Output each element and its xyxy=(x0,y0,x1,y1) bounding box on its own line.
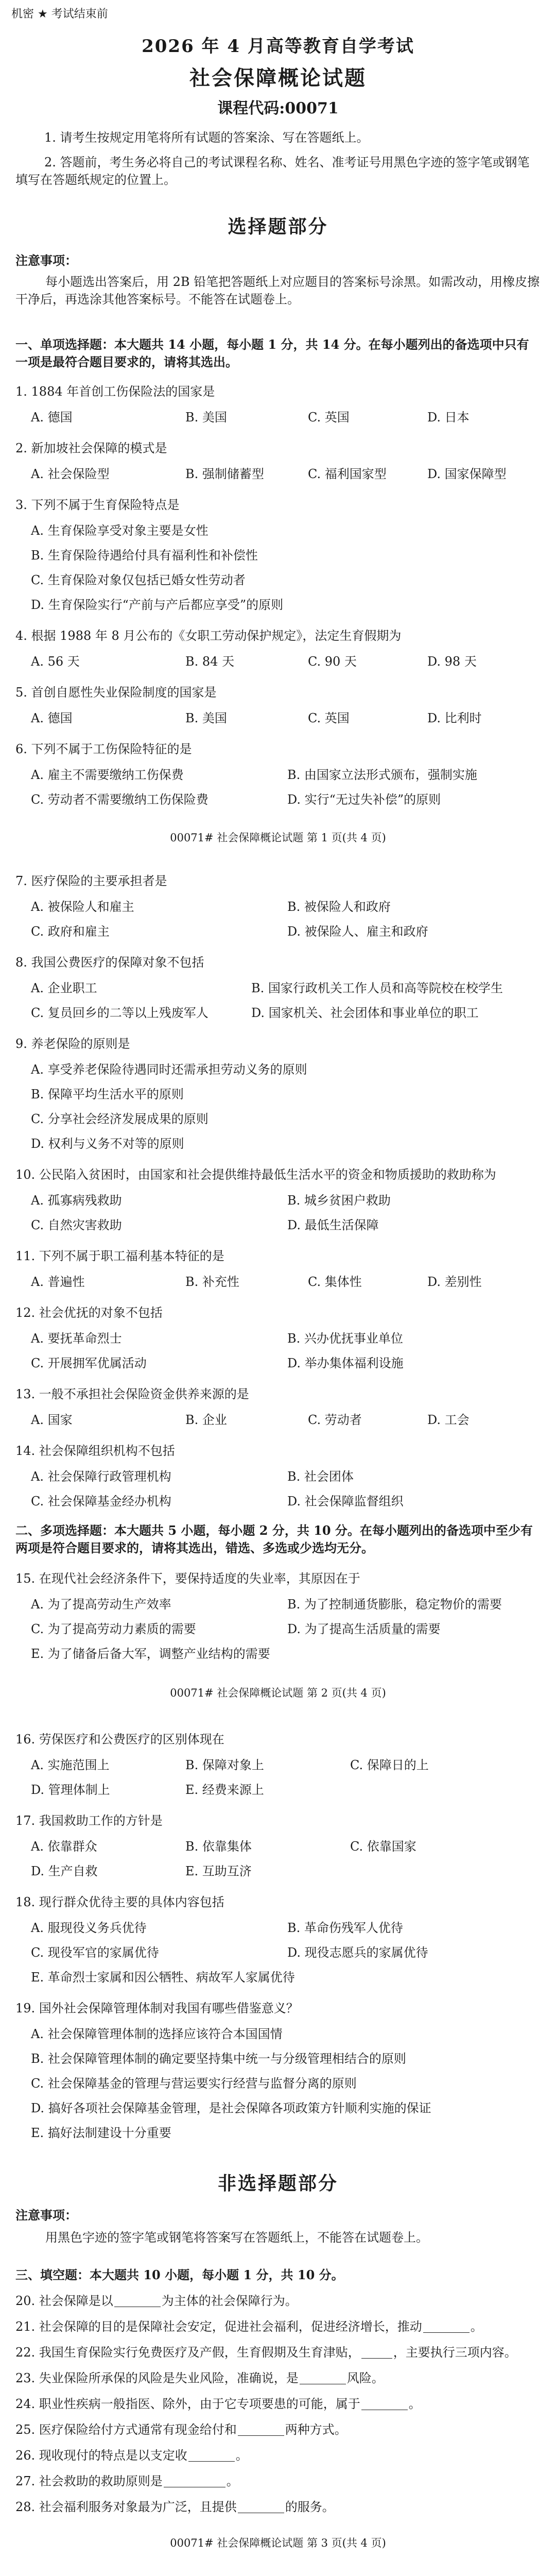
page-footer: 00071# 社会保障概论试题 第 3 页(共 4 页) xyxy=(170,2537,386,2549)
option: C. 英国 xyxy=(308,410,350,425)
course-code: 课程代码:00071 xyxy=(217,99,339,117)
option: C. 复员回乡的二等以上残废军人 xyxy=(31,1006,208,1020)
option: B. 美国 xyxy=(185,410,227,425)
option: C. 自然灾害救助 xyxy=(31,1218,122,1232)
option: D. 实行“无过失补偿”的原则 xyxy=(287,792,441,807)
option: A. 享受养老保险待遇同时还需承担劳动义务的原则 xyxy=(31,1062,307,1077)
question-stem: 6. 下列不属于工伤保险特征的是 xyxy=(15,742,192,756)
option: B. 依靠集体 xyxy=(185,1839,252,1854)
answer-blank xyxy=(361,2397,408,2410)
option: B. 保障对象上 xyxy=(185,1758,264,1772)
option: D. 搞好各项社会保障基金管理，是社会保障各项政策方针顺利实施的保证 xyxy=(31,2101,431,2115)
option: C. 现役军官的家属优待 xyxy=(31,1945,159,1960)
question-stem: 3. 下列不属于生育保险特点是 xyxy=(15,498,180,512)
answer-blank xyxy=(114,2294,161,2307)
option: D. 管理体制上 xyxy=(31,1783,110,1797)
page-footer: 00071# 社会保障概论试题 第 1 页(共 4 页) xyxy=(170,832,386,844)
question-stem: 8. 我国公费医疗的保障对象不包括 xyxy=(15,955,204,970)
question-stem: 4. 根据 1988 年 8 月公布的《女职工劳动保护规定》，法定生育假期为 xyxy=(15,629,402,643)
question-stem: 17. 我国救助工作的方针是 xyxy=(15,1814,163,1828)
option: B. 保障平均生活水平的原则 xyxy=(31,1087,184,1101)
option: C. 集体性 xyxy=(308,1275,362,1289)
option: A. 56 天 xyxy=(31,654,80,669)
fill-question: 22. 我国生育保险实行免费医疗及产假，生育假期及生育津贴， ，主要执行三项内容。 xyxy=(15,2345,517,2360)
option: A. 被保险人和雇主 xyxy=(31,900,134,914)
question-stem: 18. 现行群众优待主要的具体内容包括 xyxy=(15,1895,224,1909)
option: E. 搞好法制建设十分重要 xyxy=(31,2126,171,2140)
option: A. 要抚革命烈士 xyxy=(31,1331,122,1346)
option: C. 社会保障基金的管理与营运要实行经营与监督分离的原则 xyxy=(31,2076,357,2091)
question-stem: 14. 社会保障组织机构不包括 xyxy=(15,1444,175,1458)
question-stem: 15. 在现代社会经济条件下，要保持适度的失业率，其原因在于 xyxy=(15,1571,360,1586)
option: A. 依靠群众 xyxy=(31,1839,97,1854)
part2-notice-text: 用黑色字迹的签字笔或钢笔将答案写在答题纸上，不能答在试题卷上。 xyxy=(45,2230,428,2245)
instruction-1: 1. 请考生按规定用笔将所有试题的答案涂、写在答题纸上。 xyxy=(44,130,369,145)
fill-question: 24. 职业性疾病一般指医、除外，由于它专项要患的可能，属于 。 xyxy=(15,2397,421,2411)
question-stem: 9. 养老保险的原则是 xyxy=(15,1037,130,1051)
option: C. 劳动者不需要缴纳工伤保险费 xyxy=(31,792,208,807)
option: B. 社会保障管理体制的确定要坚持集中统一与分级管理相结合的原则 xyxy=(31,2052,406,2066)
question-stem: 10. 公民陷入贫困时，由国家和社会提供维持最低生活水平的资金和物质援助的救助称为 xyxy=(15,1167,496,1182)
question-stem: 12. 社会优抚的对象不包括 xyxy=(15,1306,163,1320)
fill-question: 27. 社会救助的救助原则是 。 xyxy=(15,2474,239,2488)
option: D. 权利与义务不对等的原则 xyxy=(31,1137,184,1151)
option: C. 政府和雇主 xyxy=(31,924,110,939)
option: D. 最低生活保障 xyxy=(287,1218,379,1232)
part2-title: 非选择题部分 xyxy=(217,2173,338,2194)
option: D. 比利时 xyxy=(427,711,482,725)
option: D. 日本 xyxy=(427,410,470,425)
section2-header: 二、多项选择题：本大题共 5 小题，每小题 2 分，共 10 分。在每小题列出的备选项中至少有两项是符合题目要求的，请将其选出，错选、多选或少选均无分。 xyxy=(15,1523,533,1555)
option: B. 强制储蓄型 xyxy=(185,467,264,481)
answer-blank xyxy=(300,2371,346,2384)
option: D. 被保险人、雇主和政府 xyxy=(287,924,428,939)
option: D. 98 天 xyxy=(427,654,477,669)
option: D. 差别性 xyxy=(427,1275,482,1289)
fill-question: 26. 现收现付的特点是以支定收 。 xyxy=(15,2448,248,2463)
option: E. 为了储备后备大军，调整产业结构的需要 xyxy=(31,1647,270,1661)
option: B. 革命伤残军人优待 xyxy=(287,1921,403,1935)
option: B. 为了控制通货膨胀，稳定物价的需要 xyxy=(287,1597,502,1612)
option: C. 90 天 xyxy=(308,654,357,669)
option: D. 举办集体福利设施 xyxy=(287,1356,404,1370)
option: C. 开展拥军优属活动 xyxy=(31,1356,147,1370)
option: A. 服现役义务兵优待 xyxy=(31,1921,147,1935)
option: D. 社会保障监督组织 xyxy=(287,1494,404,1509)
option: A. 德国 xyxy=(31,410,73,425)
section3-header: 三、填空题：本大题共 10 小题，每小题 1 分，共 10 分。 xyxy=(15,2267,344,2282)
option: B. 企业 xyxy=(185,1413,227,1427)
question-stem: 1. 1884 年首创工伤保险法的国家是 xyxy=(15,384,215,399)
option: C. 劳动者 xyxy=(308,1413,362,1427)
fill-question: 28. 社会福利服务对象最为广泛，且提供 的服务。 xyxy=(15,2500,335,2514)
option: B. 被保险人和政府 xyxy=(287,900,391,914)
option: C. 英国 xyxy=(308,711,350,725)
option: A. 企业职工 xyxy=(31,981,97,995)
fill-question: 25. 医疗保险给付方式通常有现金给付和 两种方式。 xyxy=(15,2422,347,2437)
option: B. 美国 xyxy=(185,711,227,725)
option: C. 保障日的上 xyxy=(350,1758,429,1772)
option: D. 国家保障型 xyxy=(427,467,507,481)
option: C. 生育保险对象仅包括已婚女性劳动者 xyxy=(31,573,246,587)
answer-blank xyxy=(238,2423,284,2436)
question-stem: 2. 新加坡社会保障的模式是 xyxy=(15,441,167,455)
option: B. 生育保险待遇给付具有福利性和补偿性 xyxy=(31,548,258,563)
question-stem: 7. 医疗保险的主要承担者是 xyxy=(15,874,167,888)
option: A. 实施范围上 xyxy=(31,1758,110,1772)
part2-notice-label: 注意事项： xyxy=(15,2208,77,2223)
option: A. 生育保险享受对象主要是女性 xyxy=(31,523,208,538)
option: D. 生育保险实行“产前与产后都应享受”的原则 xyxy=(31,598,284,612)
question-stem: 19. 国外社会保障管理体制对我国有哪些借鉴意义？ xyxy=(15,2001,299,2015)
question-stem: 11. 下列不属于职工福利基本特征的是 xyxy=(15,1249,224,1263)
confidential-label: 机密 ★ 考试结束前 xyxy=(11,8,108,21)
option: A. 国家 xyxy=(31,1413,73,1427)
question-stem: 16. 劳保医疗和公费医疗的区别体现在 xyxy=(15,1732,224,1747)
option: C. 社会保障基金经办机构 xyxy=(31,1494,171,1509)
question-stem: 5. 首创自愿性失业保险制度的国家是 xyxy=(15,685,217,700)
option: A. 孤寡病残救助 xyxy=(31,1193,122,1208)
option: C. 福利国家型 xyxy=(308,467,387,481)
page-footer: 00071# 社会保障概论试题 第 2 页(共 4 页) xyxy=(170,1687,386,1699)
option: C. 为了提高劳动力素质的需要 xyxy=(31,1622,196,1636)
question-stem: 13. 一般不承担社会保险资金供养来源的是 xyxy=(15,1387,249,1401)
option: B. 84 天 xyxy=(185,654,235,669)
option: A. 社会保障管理体制的选择应该符合本国国情 xyxy=(31,2027,283,2041)
answer-blank xyxy=(361,2346,392,2359)
fill-question: 23. 失业保险所承保的风险是失业风险，准确说，是 风险。 xyxy=(15,2371,384,2385)
option: D. 为了提高生活质量的需要 xyxy=(287,1622,441,1636)
instruction-2: 2. 答题前，考生务必将自己的考试课程名称、姓名、准考证号用黑色字迹的签字笔或钢笔填写在答题纸规定的位置上。 xyxy=(15,155,530,187)
part1-notice-text: 每小题选出答案后，用 2B 铅笔把答题纸上对应题目的答案标号涂黑。如需改动，用橡皮擦干净后，再选涂其他答案标号。不能答在试题卷上。 xyxy=(15,275,540,307)
answer-blank xyxy=(188,2449,235,2462)
option: A. 德国 xyxy=(31,711,73,725)
option: E. 经费来源上 xyxy=(185,1783,264,1797)
option: D. 现役志愿兵的家属优待 xyxy=(287,1945,428,1960)
option: A. 雇主不需要缴纳工伤保费 xyxy=(31,768,184,782)
option: D. 工会 xyxy=(427,1413,470,1427)
section1-header: 一、单项选择题：本大题共 14 小题，每小题 1 分，共 14 分。在每小题列出的备选项中只有一项是最符合题目要求的，请将其选出。 xyxy=(15,337,529,369)
answer-blank xyxy=(164,2475,225,2487)
option: E. 革命烈士家属和因公牺牲、病故军人家属优待 xyxy=(31,1970,295,1985)
option: D. 生产自救 xyxy=(31,1864,98,1878)
option: B. 社会团体 xyxy=(287,1469,354,1484)
answer-blank xyxy=(423,2320,470,2333)
paper-title: 社会保障概论试题 xyxy=(189,66,367,90)
option: B. 城乡贫困户救助 xyxy=(287,1193,391,1208)
option: E. 互助互济 xyxy=(185,1864,252,1878)
option: B. 补充性 xyxy=(185,1275,239,1289)
exam-title: 2026 年 4 月高等教育自学考试 xyxy=(142,36,414,57)
option: D. 国家机关、社会团体和事业单位的职工 xyxy=(251,1006,479,1020)
fill-question: 20. 社会保障是以 为主体的社会保障行为。 xyxy=(15,2294,298,2308)
part1-title: 选择题部分 xyxy=(228,216,328,238)
part1-notice-label: 注意事项： xyxy=(15,253,77,268)
option: C. 分享社会经济发展成果的原则 xyxy=(31,1112,208,1126)
option: A. 社会保障行政管理机构 xyxy=(31,1469,171,1484)
option: A. 社会保险型 xyxy=(31,467,110,481)
option: B. 由国家立法形式颁布，强制实施 xyxy=(287,768,477,782)
option: C. 依靠国家 xyxy=(350,1839,416,1854)
option: B. 国家行政机关工作人员和高等院校在校学生 xyxy=(251,981,503,995)
fill-question: 21. 社会保障的目的是保障社会安定，促进社会福利，促进经济增长，推动 。 xyxy=(15,2319,483,2334)
option: B. 兴办优抚事业单位 xyxy=(287,1331,403,1346)
answer-blank xyxy=(238,2500,284,2513)
option: A. 普遍性 xyxy=(31,1275,85,1289)
option: A. 为了提高劳动生产效率 xyxy=(31,1597,171,1612)
